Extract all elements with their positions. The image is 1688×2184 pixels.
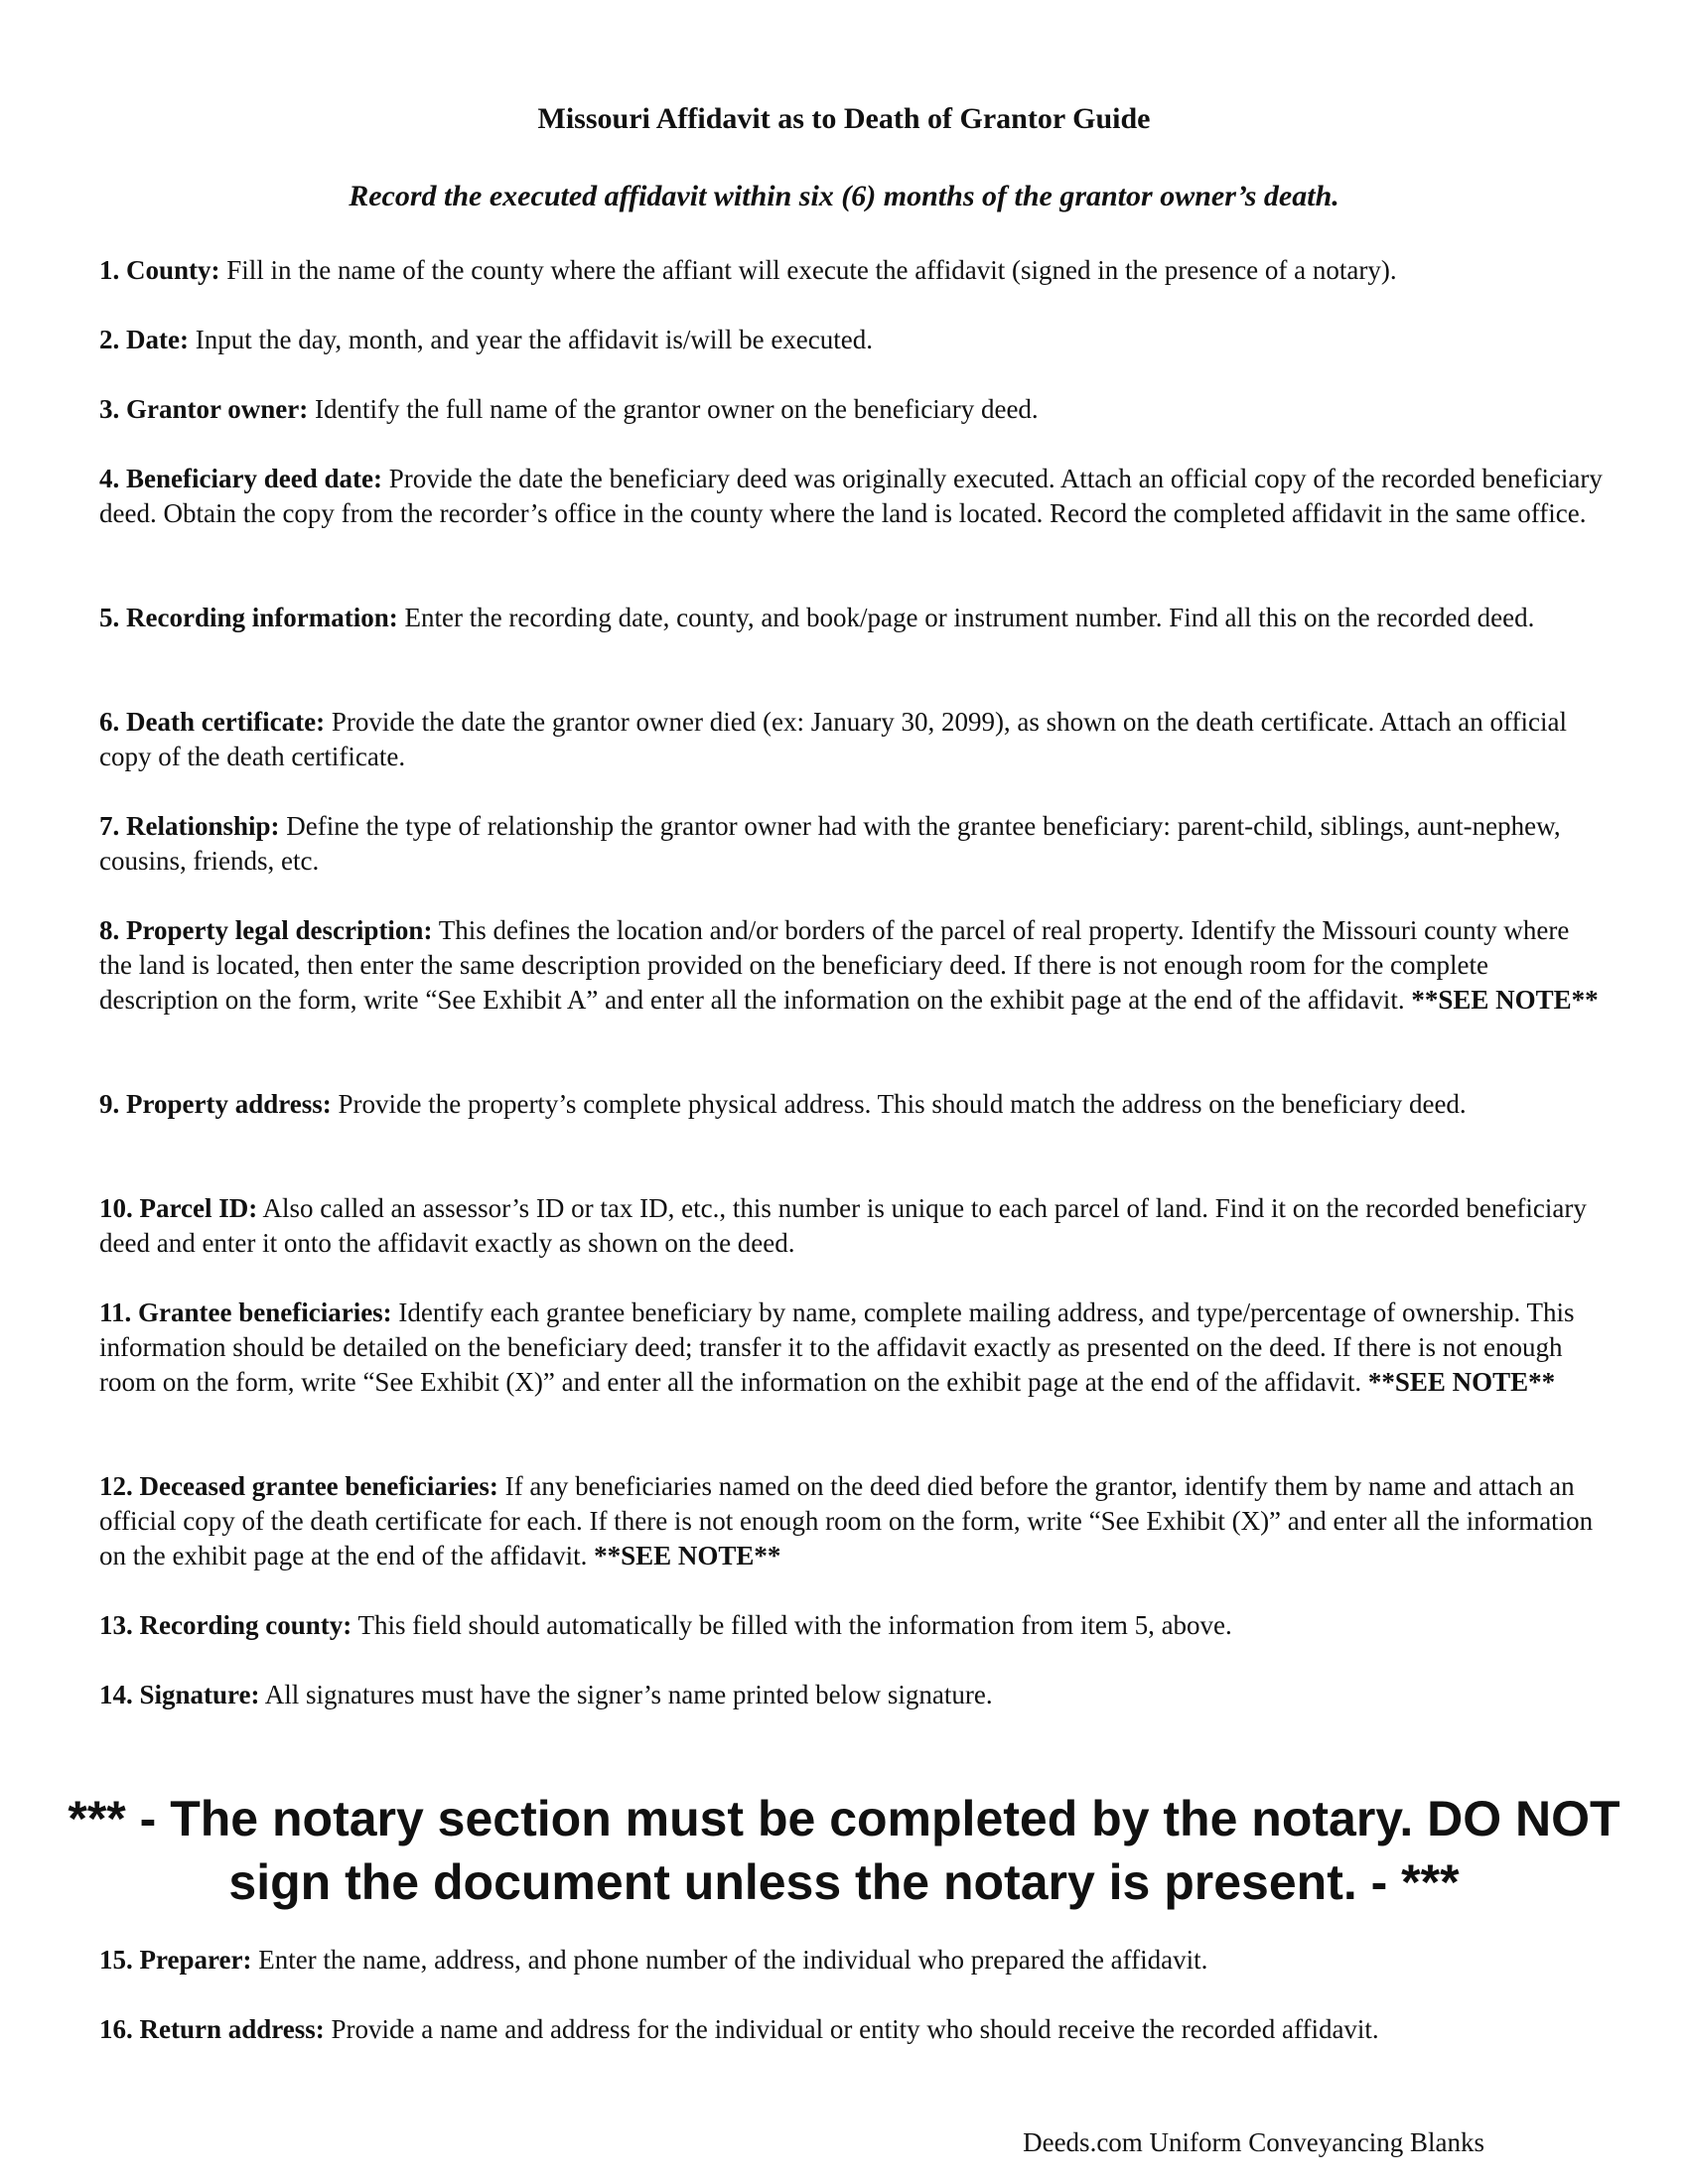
list-item bbox=[99, 253, 1609, 288]
list-item bbox=[99, 1296, 1609, 1400]
item-label: County: bbox=[126, 255, 220, 285]
item-number: 9. bbox=[99, 1089, 120, 1119]
item-number: 8. bbox=[99, 915, 120, 945]
item-text: Fill in the name of the county where the affiant will execute the affidavit (signed in the presence of a notary). bbox=[226, 255, 1397, 285]
list-item bbox=[99, 1943, 1609, 1978]
item-text: Provide a name and address for the individual or entity who should receive the recorded affidavit. bbox=[331, 2014, 1379, 2044]
item-label: Return address: bbox=[139, 2014, 325, 2044]
page-title: Missouri Affidavit as to Death of Grantor Guide bbox=[537, 102, 1151, 135]
item-number: 6. bbox=[99, 707, 120, 737]
item-label: Grantee beneficiaries: bbox=[138, 1297, 392, 1327]
item-label: Grantor owner: bbox=[126, 394, 309, 424]
list-item bbox=[99, 2012, 1609, 2047]
item-text: This defines the location and/or borders of the parcel of real property. Identify the Missouri county where the land is located, then enter the same description provided on the beneficiary deed. If there is not enough room for the complete description on the form, write “See Exhibit A” and enter all the information on the exhibit page at the end of the affidavit. bbox=[99, 915, 1570, 1015]
item-number: 16. bbox=[99, 2014, 133, 2044]
item-text: If any beneficiaries named on the deed died before the grantor, identify them by name and attach an official copy of the death certificate for each. If there is not enough room on the form, write “See Exhibit (X)” and enter all the information on the exhibit page at the end of the affidavit. bbox=[99, 1471, 1594, 1570]
item-label: Signature: bbox=[139, 1680, 260, 1709]
item-text: Provide the property’s complete physical address. This should match the address on the beneficiary deed. bbox=[338, 1089, 1467, 1119]
list-item bbox=[99, 1608, 1609, 1643]
item-label: Parcel ID: bbox=[139, 1193, 258, 1223]
item-text: Enter the name, address, and phone number of the individual who prepared the affidavit. bbox=[258, 1945, 1208, 1975]
list-item bbox=[99, 1087, 1609, 1122]
item-label: Recording county: bbox=[139, 1610, 352, 1640]
list-item bbox=[99, 392, 1609, 427]
see-note-marker: **SEE NOTE** bbox=[1367, 1367, 1556, 1397]
list-item bbox=[99, 809, 1609, 879]
item-text: Also called an assessor’s ID or tax ID, etc., this number is unique to each parcel of land. Find it on the recorded beneficiary deed and enter it onto the affidavit exactly as shown on the deed. bbox=[99, 1193, 1587, 1258]
item-label: Preparer: bbox=[139, 1945, 252, 1975]
item-label: Property address: bbox=[126, 1089, 332, 1119]
item-number: 5. bbox=[99, 603, 120, 632]
item-text: Provide the date the beneficiary deed was originally executed. Attach an official copy of the recorded beneficiary deed. Obtain the copy from the recorder’s office in the county where the land is located. Record the completed affidavit in the same office. bbox=[99, 464, 1603, 528]
item-number: 13. bbox=[99, 1610, 133, 1640]
item-label: Beneficiary deed date: bbox=[126, 464, 382, 493]
item-number: 14. bbox=[99, 1680, 133, 1709]
item-text: Provide the date the grantor owner died (ex: January 30, 2099), as shown on the death certificate. Attach an official copy of the death certificate. bbox=[99, 707, 1567, 771]
item-number: 1. bbox=[99, 255, 120, 285]
list-item bbox=[99, 462, 1609, 531]
list-item bbox=[99, 1191, 1609, 1261]
list-item bbox=[99, 601, 1609, 635]
item-label: Property legal description: bbox=[126, 915, 433, 945]
item-text: Define the type of relationship the grantor owner had with the grantee beneficiary: parent-child, siblings, aunt-nephew, cousins, friends, etc. bbox=[99, 811, 1561, 876]
item-number: 12. bbox=[99, 1471, 133, 1501]
item-number: 7. bbox=[99, 811, 120, 841]
notary-warning: *** - The notary section must be completed by the notary. DO NOT sign the document unless the notary is present. - *** bbox=[68, 1791, 1620, 1910]
list-item bbox=[99, 323, 1609, 357]
list-item bbox=[99, 1469, 1609, 1573]
item-label: Recording information: bbox=[126, 603, 398, 632]
see-note-marker: **SEE NOTE** bbox=[594, 1541, 781, 1570]
see-note-marker: **SEE NOTE** bbox=[1411, 985, 1599, 1015]
list-item bbox=[99, 1678, 1609, 1712]
item-text: Enter the recording date, county, and book/page or instrument number. Find all this on the recorded deed. bbox=[404, 603, 1535, 632]
item-number: 11. bbox=[99, 1297, 132, 1327]
item-label: Deceased grantee beneficiaries: bbox=[139, 1471, 498, 1501]
item-number: 2. bbox=[99, 325, 120, 354]
item-text: This field should automatically be filled with the information from item 5, above. bbox=[357, 1610, 1232, 1640]
list-item bbox=[99, 913, 1609, 1018]
item-text: All signatures must have the signer’s name printed below signature. bbox=[264, 1680, 993, 1709]
item-number: 4. bbox=[99, 464, 120, 493]
item-text: Identify the full name of the grantor owner on the beneficiary deed. bbox=[314, 394, 1039, 424]
item-number: 15. bbox=[99, 1945, 133, 1975]
item-label: Death certificate: bbox=[126, 707, 326, 737]
item-label: Relationship: bbox=[126, 811, 280, 841]
item-label: Date: bbox=[126, 325, 189, 354]
page-footer: Deeds.com Uniform Conveyancing Blanks bbox=[1023, 2127, 1484, 2157]
item-number: 3. bbox=[99, 394, 120, 424]
list-item bbox=[99, 705, 1609, 774]
item-text: Identify each grantee beneficiary by name, complete mailing address, and type/percentage of ownership. This information should be detailed on the beneficiary deed; transfer it to the affidavit exactly as presented on the deed. If there is not enough room on the form, write “See Exhibit (X)” and enter all the information on the exhibit page at the end of the affidavit. bbox=[99, 1297, 1575, 1397]
item-text: Input the day, month, and year the affidavit is/will be executed. bbox=[195, 325, 874, 354]
page-subtitle: Record the executed affidavit within six (6) months of the grantor owner’s death. bbox=[349, 180, 1339, 212]
item-number: 10. bbox=[99, 1193, 133, 1223]
